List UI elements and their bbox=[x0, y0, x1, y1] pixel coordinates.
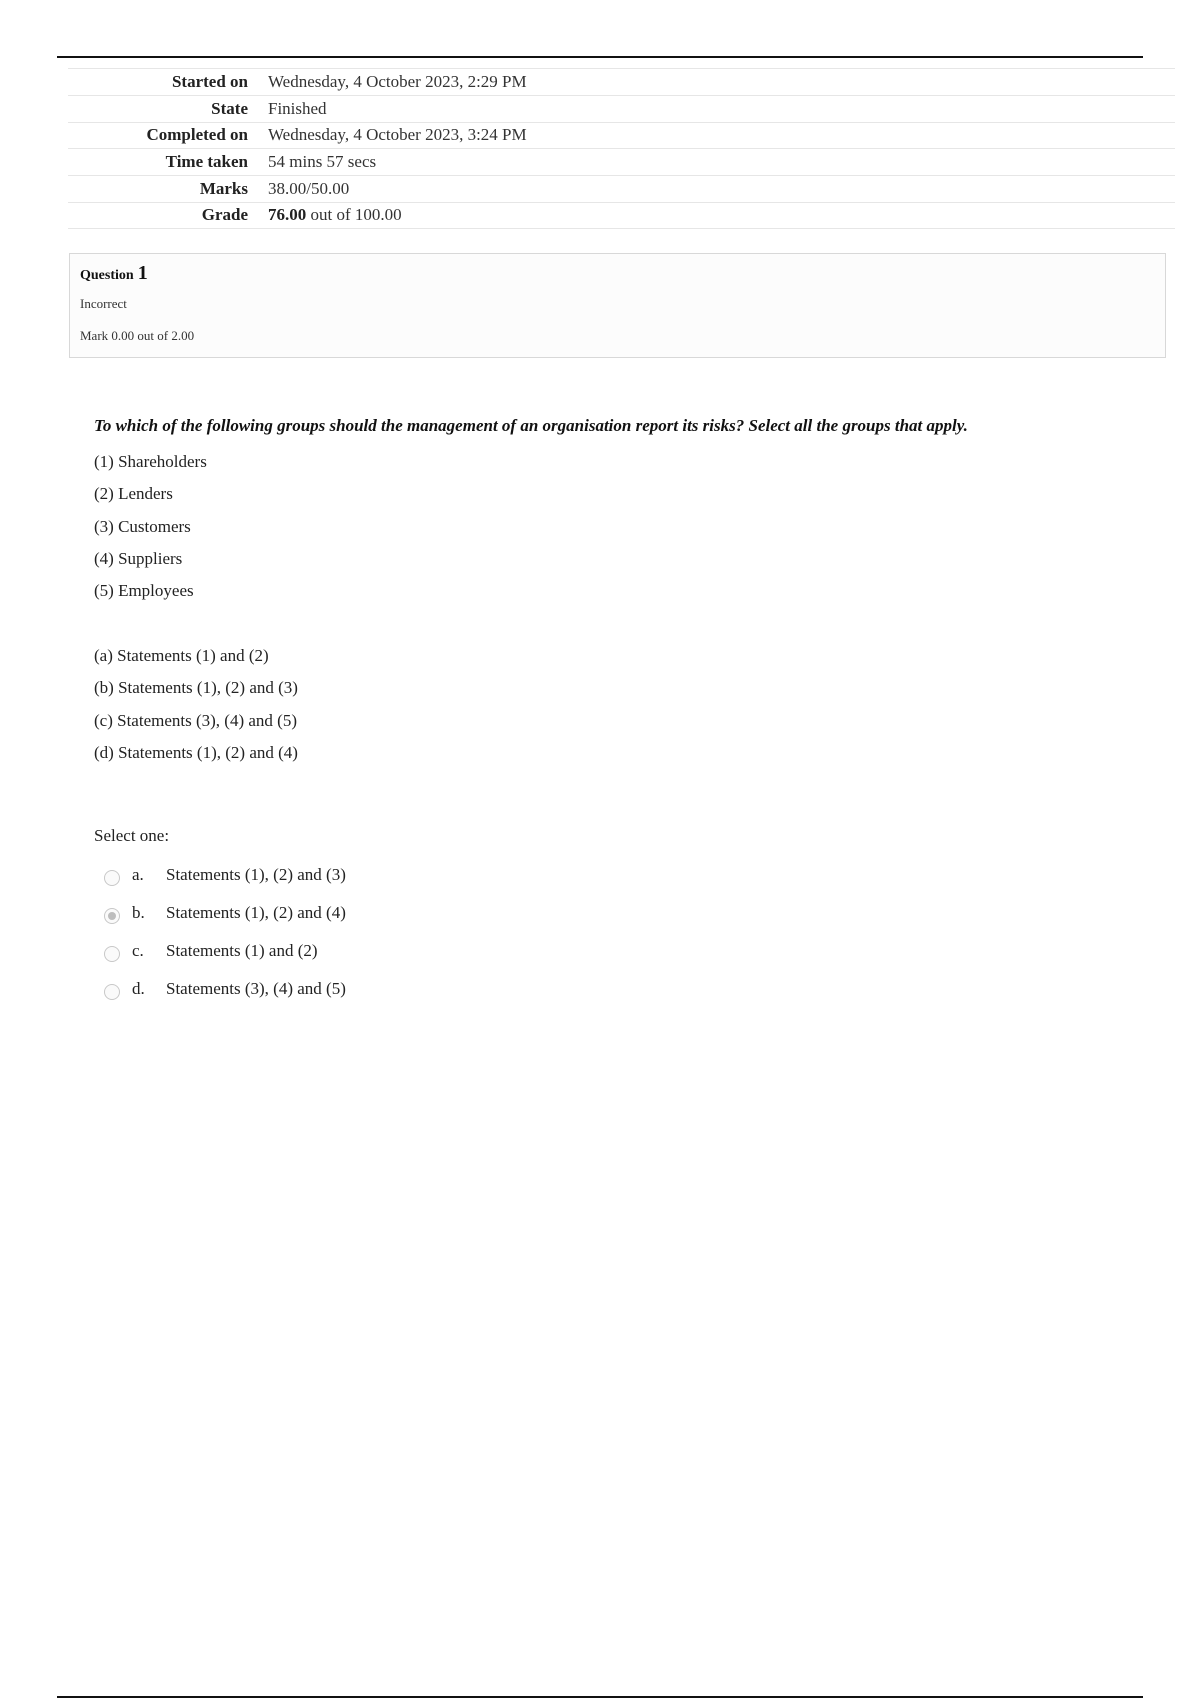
list-item: (3) Customers bbox=[94, 516, 191, 536]
summary-label: Grade bbox=[201, 205, 248, 225]
answer-text: Statements (1) and (2) bbox=[166, 941, 318, 960]
summary-label: Marks bbox=[199, 179, 248, 199]
summary-row-state bbox=[68, 95, 1175, 122]
top-rule bbox=[57, 56, 1143, 58]
grade-score: 76.00 bbox=[268, 205, 307, 225]
answer-text: Statements (3), (4) and (5) bbox=[166, 979, 346, 998]
group-list bbox=[94, 450, 207, 611]
answer-option-d[interactable] bbox=[104, 970, 346, 1008]
answer-letter: b. bbox=[132, 903, 145, 922]
question-info-box bbox=[69, 253, 1166, 358]
summary-label: Time taken bbox=[165, 152, 248, 172]
question-number: 1 bbox=[137, 262, 148, 284]
radio-button-selected[interactable] bbox=[104, 908, 120, 924]
list-item: (a) Statements (1) and (2) bbox=[94, 646, 269, 665]
answer-option-c[interactable] bbox=[104, 932, 346, 970]
answer-option-a[interactable] bbox=[104, 856, 346, 894]
summary-label: Started on bbox=[171, 71, 248, 91]
summary-row-marks bbox=[68, 175, 1175, 202]
summary-value: Wednesday, 4 October 2023, 3:24 PM bbox=[268, 125, 527, 145]
summary-value: Wednesday, 4 October 2023, 2:29 PM bbox=[268, 71, 527, 91]
list-item: (5) Employees bbox=[94, 581, 194, 601]
select-one-prompt: Select one: bbox=[94, 826, 170, 845]
answer-text: Statements (1), (2) and (4) bbox=[166, 903, 346, 922]
summary-label: State bbox=[211, 98, 248, 118]
answer-letter: d. bbox=[132, 979, 145, 998]
question-mark: Mark 0.00 out of 2.00 bbox=[80, 328, 195, 343]
summary-row-grade bbox=[68, 202, 1175, 229]
answer-letter: a. bbox=[132, 865, 144, 884]
summary-row-started-on bbox=[68, 68, 1175, 95]
summary-label: Completed on bbox=[146, 125, 248, 145]
bottom-rule bbox=[57, 1696, 1143, 1698]
radio-button[interactable] bbox=[104, 984, 120, 1000]
list-item: (d) Statements (1), (2) and (4) bbox=[94, 742, 298, 762]
grade-out-of: out of 100.00 bbox=[310, 205, 402, 225]
summary-value: 38.00/50.00 bbox=[268, 179, 350, 199]
list-item: (b) Statements (1), (2) and (3) bbox=[94, 678, 298, 698]
question-title-label: Question bbox=[80, 268, 134, 283]
list-item: (1) Shareholders bbox=[94, 452, 207, 471]
question-text: To which of the following groups should the management of an organisation report its risks? Select all the groups that apply. bbox=[94, 416, 968, 435]
summary-row-time-taken bbox=[68, 148, 1175, 175]
summary-row-completed-on bbox=[68, 122, 1175, 149]
summary-value: 54 mins 57 secs bbox=[268, 152, 377, 172]
attempt-summary-table bbox=[68, 68, 1175, 229]
answer-text: Statements (1), (2) and (3) bbox=[166, 865, 346, 884]
answer-options bbox=[104, 856, 346, 1008]
answer-option-b[interactable] bbox=[104, 894, 346, 932]
list-item: (2) Lenders bbox=[94, 484, 173, 504]
question-status: Incorrect bbox=[80, 296, 127, 311]
answer-letter: c. bbox=[132, 941, 144, 960]
list-item: (4) Suppliers bbox=[94, 548, 183, 568]
summary-value bbox=[268, 205, 402, 225]
statement-list bbox=[94, 644, 298, 773]
summary-value: Finished bbox=[268, 98, 327, 118]
radio-button[interactable] bbox=[104, 946, 120, 962]
radio-button[interactable] bbox=[104, 870, 120, 886]
question-title bbox=[80, 262, 1155, 288]
list-item: (c) Statements (3), (4) and (5) bbox=[94, 710, 297, 730]
